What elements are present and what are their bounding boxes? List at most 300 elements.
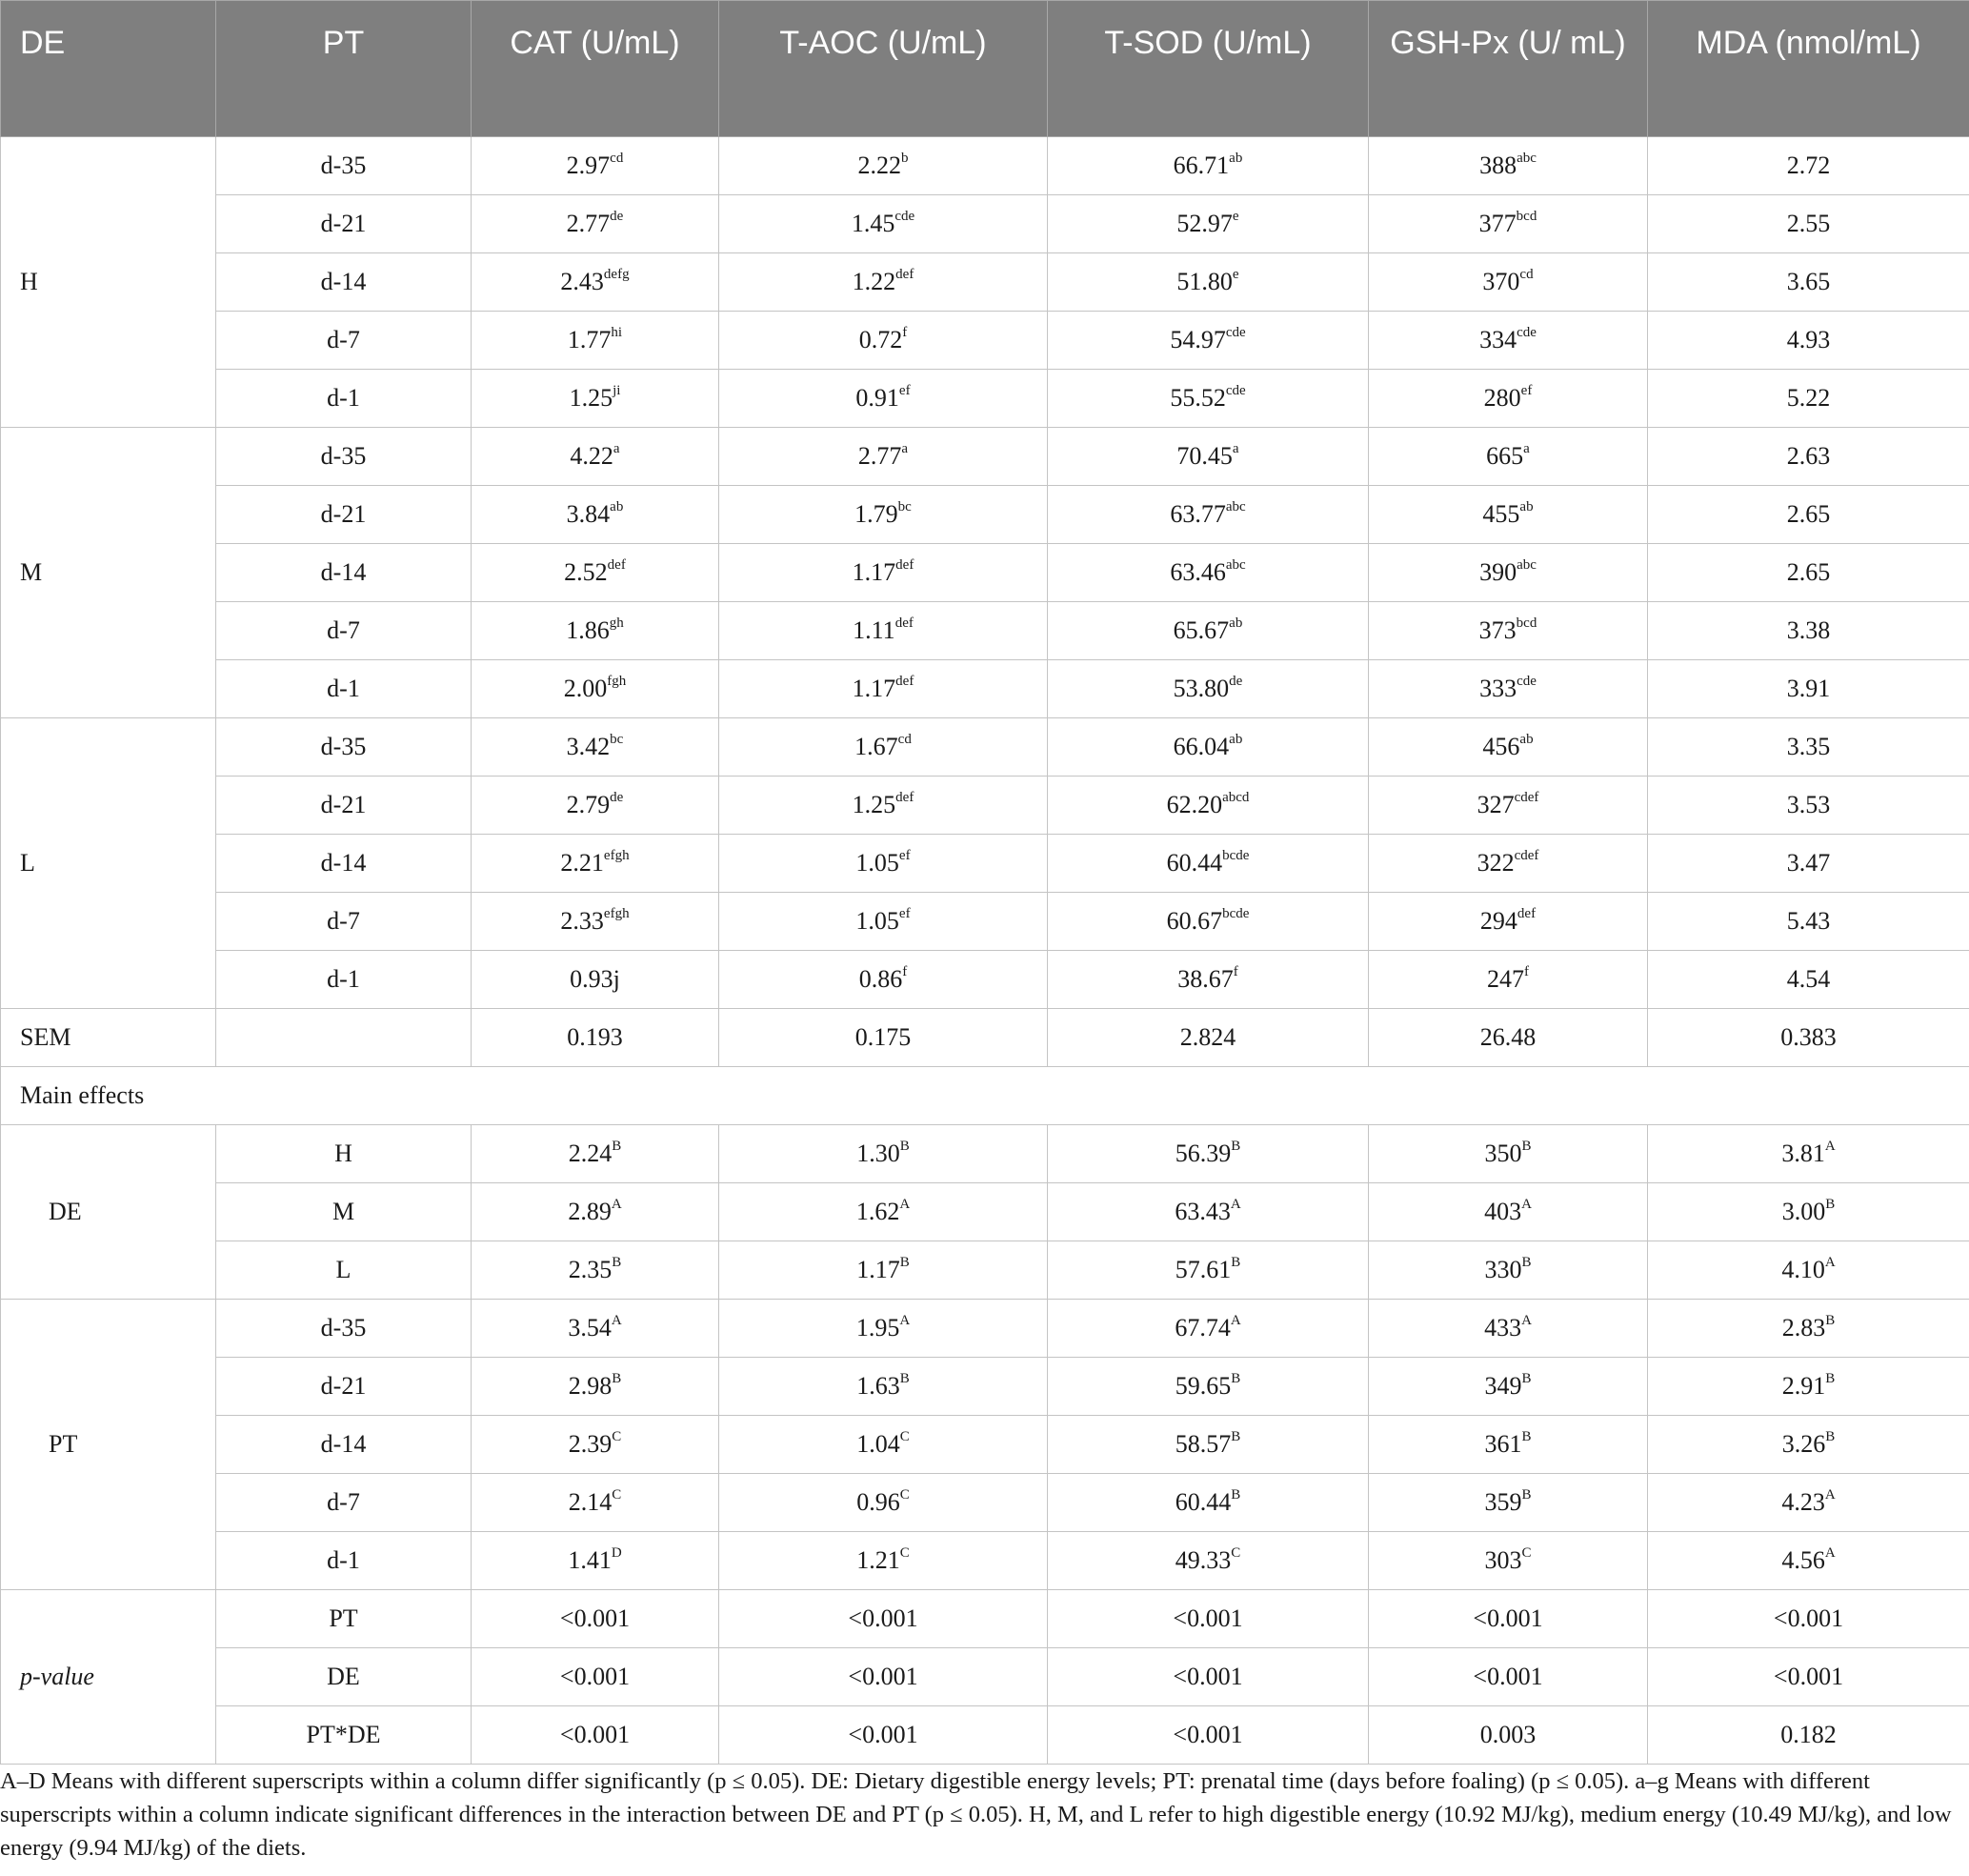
- cell-value: 1.17: [856, 1256, 900, 1283]
- superscript-letter: B: [1825, 1429, 1836, 1445]
- superscript-letter: a: [1232, 441, 1239, 457]
- superscript-letter: B: [1231, 1429, 1241, 1445]
- gsh-px-cell: [1369, 1183, 1648, 1241]
- cell-value: 1.30: [856, 1140, 900, 1167]
- superscript-letter: bcde: [1222, 848, 1250, 864]
- cat-cell: [472, 137, 719, 195]
- cell-value: 322: [1477, 849, 1515, 877]
- table-row: [1, 370, 1969, 428]
- cell-value: 2.39: [568, 1430, 613, 1458]
- superscript-letter: B: [1521, 1429, 1532, 1445]
- superscript-letter: C: [1231, 1545, 1241, 1562]
- table-footnote: A–D Means with different superscripts within a column differ significantly (p ≤ 0.05). DE: Dietary digestible energy levels; PT: prenatal time (days before foaling) (p ≤ 0.05). a–g Means with different superscripts within a column indicate significant differences in the interaction between DE and PT (p ≤ 0.05). H, M, and L refer to high digestible energy (10.92 MJ/kg), medium energy (10.49 MJ/kg), and low energy (9.94 MJ/kg) of the diets.: [0, 1768, 1952, 1861]
- superscript-letter: f: [902, 325, 908, 341]
- t-sod-cell: [1048, 1416, 1369, 1474]
- cell-value: 4.56: [1781, 1546, 1825, 1574]
- pt-cell: d-21: [216, 195, 472, 253]
- mda-cell: [1648, 253, 1969, 312]
- cell-value: 334: [1479, 326, 1517, 353]
- cell-value: <0.001: [1173, 1604, 1243, 1632]
- cell-value: <0.001: [848, 1663, 918, 1690]
- mda-cell: [1648, 1241, 1969, 1300]
- cat-cell: [472, 835, 719, 893]
- header-mda: MDA (nmol/mL): [1648, 1, 1969, 137]
- gsh-px-cell: [1369, 428, 1648, 486]
- cell-value: 247: [1487, 965, 1524, 993]
- cat-cell: [472, 1125, 719, 1183]
- cell-value: 2.77: [857, 442, 902, 470]
- superscript-letter: abc: [1225, 499, 1246, 515]
- t-sod-cell: [1048, 312, 1369, 370]
- cell-value: 2.00: [563, 675, 608, 702]
- superscript-letter: f: [1524, 964, 1529, 980]
- superscript-letter: gh: [609, 615, 624, 632]
- table-row: [1, 1125, 1969, 1183]
- t-sod-cell: [1048, 835, 1369, 893]
- superscript-letter: ef: [898, 906, 911, 922]
- cell-value: 2.22: [857, 151, 901, 179]
- superscript-letter: def: [895, 557, 914, 574]
- mda-cell: [1648, 312, 1969, 370]
- t-aoc-cell: [719, 1648, 1048, 1706]
- gsh-px-cell: [1369, 602, 1648, 660]
- superscript-letter: a: [901, 441, 909, 457]
- superscript-letter: B: [1825, 1313, 1836, 1329]
- superscript-letter: cde: [1517, 674, 1537, 690]
- main-effects-label: Main effects: [1, 1067, 1969, 1125]
- superscript-letter: B: [612, 1255, 622, 1271]
- pt-cell: d-7: [216, 602, 472, 660]
- gsh-px-cell: [1369, 1358, 1648, 1416]
- superscript-letter: C: [899, 1545, 910, 1562]
- cell-value: 60.44: [1175, 1488, 1232, 1516]
- cell-value: <0.001: [1173, 1721, 1243, 1748]
- table-row: [1, 312, 1969, 370]
- cell-value: 63.43: [1175, 1198, 1231, 1225]
- superscript-letter: A: [1521, 1197, 1532, 1213]
- mda-cell: [1648, 1474, 1969, 1532]
- cell-value: <0.001: [1473, 1663, 1543, 1690]
- superscript-letter: A: [1824, 1139, 1836, 1155]
- table-row: [1, 660, 1969, 718]
- cell-value: <0.001: [848, 1721, 918, 1748]
- t-aoc-cell: [719, 835, 1048, 893]
- cell-value: 54.97: [1170, 326, 1226, 353]
- superscript-letter: cde: [1225, 383, 1246, 399]
- table-row: [1, 951, 1969, 1009]
- t-sod-cell: [1048, 1125, 1369, 1183]
- gsh-px-cell: [1369, 777, 1648, 835]
- header-de: DE: [1, 1, 216, 137]
- sem-row: [1, 1009, 1969, 1067]
- cell-value: 2.98: [568, 1372, 613, 1400]
- superscript-letter: ef: [1520, 383, 1533, 399]
- sem-label: SEM: [1, 1009, 216, 1067]
- table-row: [1, 1474, 1969, 1532]
- header-pt: PT: [216, 1, 472, 137]
- superscript-letter: abcd: [1222, 790, 1250, 806]
- cell-value: 3.53: [1786, 791, 1831, 818]
- t-sod-cell: [1048, 777, 1369, 835]
- superscript-letter: B: [1521, 1255, 1532, 1271]
- t-aoc-cell: [719, 777, 1048, 835]
- cat-cell: [472, 253, 719, 312]
- pt-cell: d-21: [216, 486, 472, 544]
- mda-cell: [1648, 1416, 1969, 1474]
- header-cat: CAT (U/mL): [472, 1, 719, 137]
- mda-cell: [1648, 835, 1969, 893]
- sem-value: 0.193: [472, 1009, 719, 1067]
- header-gsh-px: GSH-Px (U/ mL): [1369, 1, 1648, 137]
- superscript-letter: B: [899, 1255, 910, 1271]
- cell-value: 1.05: [855, 849, 899, 877]
- superscript-letter: B: [1825, 1197, 1836, 1213]
- cell-value: <0.001: [559, 1604, 631, 1632]
- t-sod-cell: [1048, 1532, 1369, 1590]
- superscript-letter: de: [1229, 674, 1243, 690]
- cell-value: 455: [1482, 500, 1520, 528]
- t-aoc-cell: [719, 1183, 1048, 1241]
- cell-value: 3.26: [1781, 1430, 1826, 1458]
- cell-value: 1.77: [567, 326, 612, 353]
- cell-value: 1.86: [566, 616, 610, 644]
- cell-value: <0.001: [1773, 1604, 1844, 1632]
- cell-value: 2.24: [568, 1140, 613, 1167]
- cell-value: <0.001: [1473, 1604, 1543, 1632]
- table-row: [1, 1183, 1969, 1241]
- sem-value: 0.383: [1648, 1009, 1969, 1067]
- table-row: [1, 137, 1969, 195]
- pt-cell: PT: [216, 1590, 472, 1648]
- t-sod-cell: [1048, 1241, 1369, 1300]
- cell-value: 665: [1486, 442, 1524, 470]
- cell-value: <0.001: [1173, 1663, 1243, 1690]
- cell-value: 63.46: [1170, 558, 1226, 586]
- table-row: [1, 544, 1969, 602]
- t-sod-cell: [1048, 428, 1369, 486]
- cell-value: 65.67: [1173, 616, 1230, 644]
- superscript-letter: A: [1824, 1487, 1836, 1503]
- t-aoc-cell: [719, 253, 1048, 312]
- superscript-letter: cde: [1517, 325, 1537, 341]
- cell-value: 49.33: [1175, 1546, 1232, 1574]
- t-aoc-cell: [719, 1416, 1048, 1474]
- superscript-letter: cdef: [1514, 848, 1539, 864]
- gsh-px-cell: [1369, 1648, 1648, 1706]
- cell-value: <0.001: [1773, 1663, 1844, 1690]
- gsh-px-cell: [1369, 951, 1648, 1009]
- cell-value: 294: [1479, 907, 1517, 935]
- gsh-px-cell: [1369, 1532, 1648, 1590]
- superscript-letter: A: [1230, 1313, 1241, 1329]
- cell-value: 4.10: [1781, 1256, 1825, 1283]
- t-sod-cell: [1048, 1706, 1369, 1765]
- mda-cell: [1648, 718, 1969, 777]
- cell-value: 350: [1484, 1140, 1522, 1167]
- superscript-letter: de: [610, 209, 624, 225]
- gsh-px-cell: [1369, 486, 1648, 544]
- mda-cell: [1648, 428, 1969, 486]
- superscript-letter: C: [899, 1429, 910, 1445]
- superscript-letter: B: [899, 1139, 910, 1155]
- table-row: [1, 428, 1969, 486]
- pt-cell: d-7: [216, 312, 472, 370]
- t-aoc-cell: [719, 660, 1048, 718]
- cat-cell: [472, 660, 719, 718]
- pt-cell: d-1: [216, 370, 472, 428]
- t-aoc-cell: [719, 1532, 1048, 1590]
- superscript-letter: C: [899, 1487, 910, 1503]
- cell-value: 70.45: [1176, 442, 1233, 470]
- t-aoc-cell: [719, 370, 1048, 428]
- t-sod-cell: [1048, 951, 1369, 1009]
- superscript-letter: ef: [898, 383, 911, 399]
- mda-cell: [1648, 1358, 1969, 1416]
- pt-cell: d-7: [216, 893, 472, 951]
- sem-value: 26.48: [1369, 1009, 1648, 1067]
- gsh-px-cell: [1369, 370, 1648, 428]
- superscript-letter: D: [611, 1545, 622, 1562]
- superscript-letter: abc: [1517, 557, 1537, 574]
- superscript-letter: A: [1521, 1313, 1532, 1329]
- superscript-letter: e: [1232, 209, 1239, 225]
- cell-value: 38.67: [1177, 965, 1234, 993]
- pt-cell: d-14: [216, 1416, 472, 1474]
- table-body: [1, 137, 1969, 1765]
- cell-value: 2.97: [566, 151, 611, 179]
- cell-value: 0.003: [1479, 1721, 1537, 1748]
- mda-cell: [1648, 602, 1969, 660]
- cell-value: 2.43: [560, 268, 604, 295]
- cat-cell: [472, 1300, 719, 1358]
- t-aoc-cell: [719, 1474, 1048, 1532]
- t-aoc-cell: [719, 312, 1048, 370]
- cell-value: 2.33: [560, 907, 604, 935]
- superscript-letter: cde: [1225, 325, 1246, 341]
- superscript-letter: A: [1824, 1545, 1836, 1562]
- cell-value: 1.79: [854, 500, 898, 528]
- gsh-px-cell: [1369, 195, 1648, 253]
- de-group-label: M: [1, 428, 216, 718]
- cat-cell: [472, 1706, 719, 1765]
- cell-value: 4.93: [1786, 326, 1831, 353]
- main-effect-group-label: PT: [1, 1300, 216, 1590]
- cat-cell: [472, 893, 719, 951]
- cell-value: 3.54: [568, 1314, 612, 1341]
- cell-value: 303: [1484, 1546, 1522, 1574]
- cell-value: 1.67: [854, 733, 898, 760]
- mda-cell: [1648, 1183, 1969, 1241]
- table-row: [1, 835, 1969, 893]
- t-sod-cell: [1048, 486, 1369, 544]
- cell-value: 1.41: [568, 1546, 612, 1574]
- superscript-letter: C: [612, 1487, 622, 1503]
- cell-value: 59.65: [1175, 1372, 1232, 1400]
- cell-value: 1.62: [855, 1198, 900, 1225]
- pt-cell: d-21: [216, 1358, 472, 1416]
- superscript-letter: cd: [610, 151, 624, 167]
- t-aoc-cell: [719, 137, 1048, 195]
- cat-cell: [472, 1183, 719, 1241]
- table-row: [1, 1241, 1969, 1300]
- cell-value: 52.97: [1176, 210, 1233, 237]
- t-sod-cell: [1048, 718, 1369, 777]
- t-aoc-cell: [719, 544, 1048, 602]
- gsh-px-cell: [1369, 253, 1648, 312]
- superscript-letter: ab: [1229, 732, 1243, 748]
- cell-value: 60.67: [1166, 907, 1223, 935]
- superscript-letter: defg: [603, 267, 630, 283]
- cell-value: 1.05: [855, 907, 899, 935]
- mda-cell: [1648, 137, 1969, 195]
- cell-value: 4.23: [1781, 1488, 1825, 1516]
- cell-value: <0.001: [559, 1721, 631, 1748]
- cell-value: 390: [1479, 558, 1517, 586]
- cell-value: 1.04: [856, 1430, 900, 1458]
- mda-cell: [1648, 1125, 1969, 1183]
- superscript-letter: B: [1521, 1487, 1532, 1503]
- main-effect-group-label: DE: [1, 1125, 216, 1300]
- cell-value: 2.52: [564, 558, 608, 586]
- t-sod-cell: [1048, 137, 1369, 195]
- cell-value: 62.20: [1166, 791, 1223, 818]
- cell-value: 2.89: [568, 1198, 612, 1225]
- superscript-letter: bcd: [1516, 209, 1537, 225]
- cell-value: 370: [1482, 268, 1520, 295]
- mda-cell: [1648, 1532, 1969, 1590]
- cell-value: 1.25: [569, 384, 613, 412]
- cell-value: 2.65: [1786, 558, 1831, 586]
- header-t-aoc: T-AOC (U/mL): [719, 1, 1048, 137]
- superscript-letter: efgh: [603, 906, 630, 922]
- mda-cell: [1648, 544, 1969, 602]
- cell-value: 388: [1479, 151, 1517, 179]
- superscript-letter: def: [895, 674, 914, 690]
- superscript-letter: f: [902, 964, 908, 980]
- cell-value: 2.35: [568, 1256, 613, 1283]
- table-row: [1, 1532, 1969, 1590]
- cell-value: <0.001: [848, 1604, 918, 1632]
- t-aoc-cell: [719, 195, 1048, 253]
- pt-cell: d-1: [216, 660, 472, 718]
- cell-value: 63.77: [1170, 500, 1226, 528]
- cell-value: 2.83: [1781, 1314, 1826, 1341]
- cat-cell: [472, 718, 719, 777]
- superscript-letter: ab: [1519, 732, 1534, 748]
- cell-value: 3.47: [1786, 849, 1831, 877]
- cell-value: 0.96: [856, 1488, 900, 1516]
- superscript-letter: B: [1231, 1139, 1241, 1155]
- superscript-letter: ab: [610, 499, 624, 515]
- cat-cell: [472, 1590, 719, 1648]
- cell-value: 3.35: [1786, 733, 1831, 760]
- cell-value: 57.61: [1175, 1256, 1232, 1283]
- cell-value: 56.39: [1175, 1140, 1232, 1167]
- mda-cell: [1648, 1300, 1969, 1358]
- superscript-letter: B: [1825, 1371, 1836, 1387]
- cell-value: 280: [1483, 384, 1521, 412]
- superscript-letter: C: [1521, 1545, 1532, 1562]
- t-sod-cell: [1048, 1590, 1369, 1648]
- gsh-px-cell: [1369, 893, 1648, 951]
- gsh-px-cell: [1369, 312, 1648, 370]
- superscript-letter: ab: [1229, 151, 1243, 167]
- cat-cell: [472, 544, 719, 602]
- superscript-letter: B: [1231, 1487, 1241, 1503]
- cell-value: 0.91: [855, 384, 899, 412]
- gsh-px-cell: [1369, 835, 1648, 893]
- table-row: [1, 486, 1969, 544]
- superscript-letter: bc: [610, 732, 624, 748]
- cell-value: 330: [1484, 1256, 1522, 1283]
- gsh-px-cell: [1369, 1300, 1648, 1358]
- superscript-letter: B: [612, 1371, 622, 1387]
- pt-cell: DE: [216, 1648, 472, 1706]
- superscript-letter: bcde: [1222, 906, 1250, 922]
- cell-value: 2.55: [1786, 210, 1831, 237]
- mda-cell: [1648, 1706, 1969, 1765]
- gsh-px-cell: [1369, 544, 1648, 602]
- de-group-label: L: [1, 718, 216, 1009]
- cell-value: 1.25: [852, 791, 896, 818]
- cell-value: 359: [1484, 1488, 1522, 1516]
- sem-value: 2.824: [1048, 1009, 1369, 1067]
- cell-value: 0.86: [858, 965, 903, 993]
- superscript-letter: B: [612, 1139, 622, 1155]
- table-row: [1, 1416, 1969, 1474]
- gsh-px-cell: [1369, 1706, 1648, 1765]
- cell-value: 1.17: [852, 675, 896, 702]
- empty-cell: [216, 1009, 472, 1067]
- cat-cell: [472, 602, 719, 660]
- superscript-letter: ef: [898, 848, 911, 864]
- gsh-px-cell: [1369, 1125, 1648, 1183]
- superscript-letter: bcd: [1516, 615, 1537, 632]
- mda-cell: [1648, 893, 1969, 951]
- cat-cell: [472, 1358, 719, 1416]
- cell-value: 3.00: [1781, 1198, 1826, 1225]
- cell-value: 2.65: [1786, 500, 1831, 528]
- pt-cell: M: [216, 1183, 472, 1241]
- superscript-letter: def: [895, 267, 914, 283]
- cat-cell: [472, 370, 719, 428]
- cell-value: 66.04: [1173, 733, 1230, 760]
- t-aoc-cell: [719, 893, 1048, 951]
- cell-value: 3.42: [566, 733, 611, 760]
- superscript-letter: def: [894, 615, 914, 632]
- superscript-letter: ab: [1229, 615, 1243, 632]
- superscript-letter: def: [895, 790, 914, 806]
- mda-cell: [1648, 951, 1969, 1009]
- cell-value: 3.84: [566, 500, 611, 528]
- t-sod-cell: [1048, 544, 1369, 602]
- cell-value: 2.79: [566, 791, 611, 818]
- cell-value: 327: [1477, 791, 1515, 818]
- gsh-px-cell: [1369, 660, 1648, 718]
- table-row: [1, 1706, 1969, 1765]
- superscript-letter: B: [1521, 1139, 1532, 1155]
- t-sod-cell: [1048, 602, 1369, 660]
- superscript-letter: A: [899, 1313, 911, 1329]
- cell-value: 3.38: [1786, 616, 1831, 644]
- t-sod-cell: [1048, 370, 1369, 428]
- header-t-sod: T-SOD (U/mL): [1048, 1, 1369, 137]
- cell-value: 3.65: [1786, 268, 1831, 295]
- mda-cell: [1648, 1590, 1969, 1648]
- superscript-letter: fgh: [607, 674, 627, 690]
- gsh-px-cell: [1369, 1416, 1648, 1474]
- t-aoc-cell: [719, 1300, 1048, 1358]
